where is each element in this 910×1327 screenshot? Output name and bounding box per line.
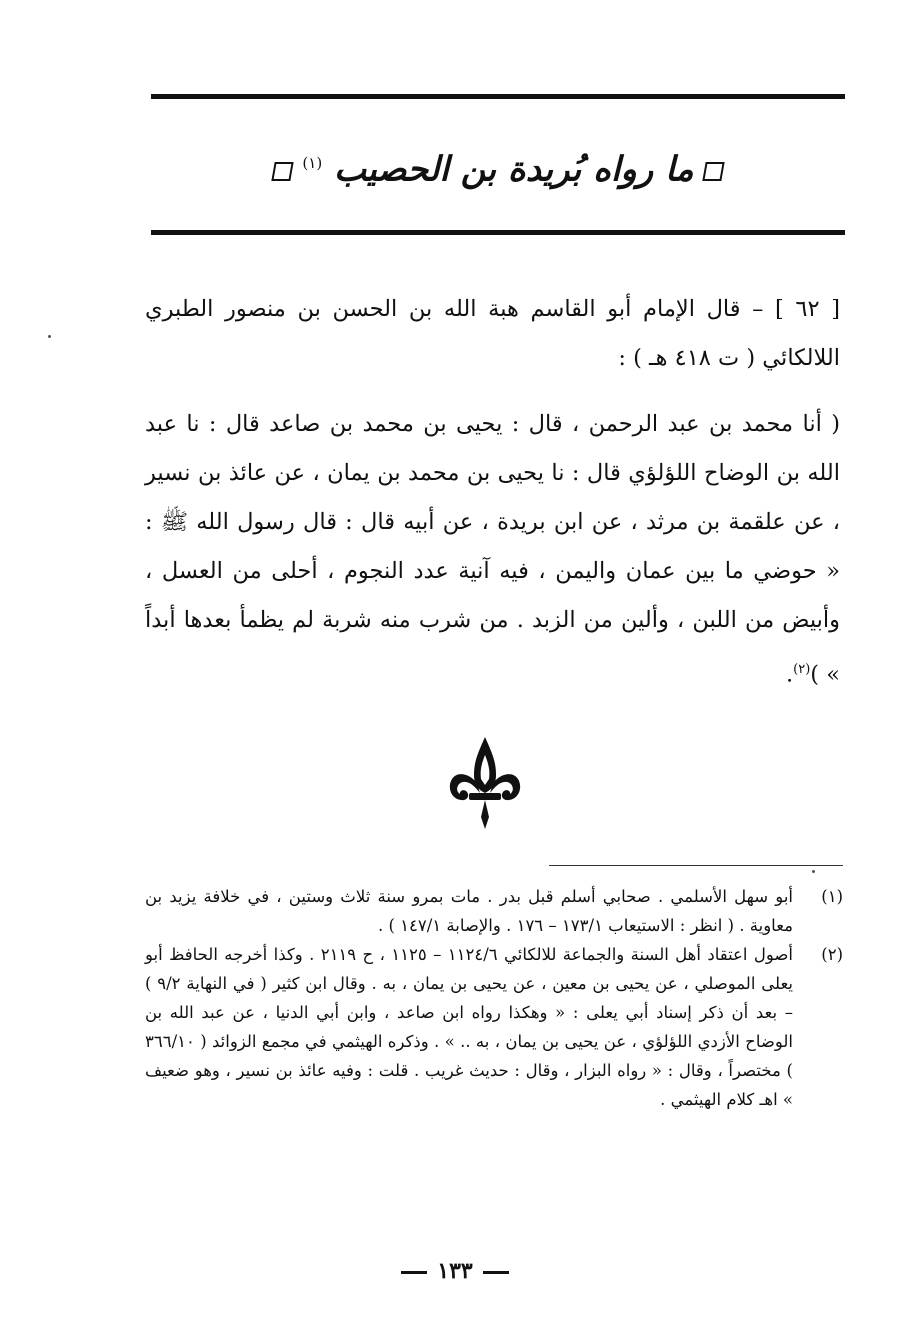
top-rule bbox=[151, 94, 845, 99]
narration-end: . bbox=[786, 661, 794, 688]
scan-speck bbox=[812, 870, 815, 873]
footnote-number: (١) bbox=[821, 887, 843, 906]
square-ornament-icon bbox=[272, 162, 294, 181]
hadith-narration bbox=[145, 400, 840, 700]
bottom-rule bbox=[151, 230, 845, 235]
scan-speck bbox=[48, 335, 51, 338]
intro-text: [ ٦٢ ] – قال الإمام أبو القاسم هبة الله بن الحسن بن منصور الطبري اللالكائي ( ت ٤١٨ هـ ) : bbox=[145, 296, 840, 371]
title-footnote-ref: (١) bbox=[302, 154, 323, 172]
narration-footnote-ref: (٢) bbox=[793, 662, 811, 677]
narration-text: ( أنا محمد بن عبد الرحمن ، قال : يحيى بن محمد بن صاعد قال : نا عبد الله بن الوضاح اللؤلؤي قال : نا يحيى بن محمد بن يمان ، عن عائذ بن نسير ، عن علقمة بن مرثد ، عن ابن بريدة ، عن أبيه قال : قال رسول الله ﷺ : « حوضي ما بين عمان واليمن ، فيه آنية عدد النجوم ، أحلى من العسل ، وأبيض من اللبن ، وألين من الزبد . من شرب منه شربة لم يظمأ بعدها أبداً » ) bbox=[145, 411, 840, 688]
fleur-de-lis-icon bbox=[447, 735, 523, 831]
section-heading bbox=[151, 138, 845, 194]
footnote bbox=[145, 882, 843, 940]
section-title: ما رواه بُريدة بن الحصيب bbox=[334, 149, 694, 190]
page-number bbox=[0, 1258, 910, 1284]
footnote-separator bbox=[549, 865, 843, 866]
footnotes bbox=[145, 882, 843, 1114]
footnote-text: أصول اعتقاد أهل السنة والجماعة للالكائي ١١٢٤/٦ – ١١٢٥ ، ح ٢١١٩ . وكذا أخرجه الحافظ أبو يعلى الموصلي ، عن يحيى بن معين ، عن يحيى بن يمان ، به . وقال ابن كثير ( في النهاية ٩/٢ ) – بعد أن ذكر إسناد أبي يعلى : « وهكذا رواه ابن صاعد ، وابن أبي الدنيا ، عن عبد الله بن الوضاح الأزدي اللؤلؤي ، عن يحيى بن يمان ، به .. » . وذكره الهيثمي في مجمع الزوائد ( ٣٦٦/١٠ ) مختصراً ، وقال : « رواه البزار ، وقال : حديث غريب . قلت : وفيه عائذ بن نسير ، وهو ضعيف » اهـ كلام الهيثمي . bbox=[145, 945, 793, 1109]
page-number-value: ١٣٣ bbox=[437, 1258, 473, 1284]
footnote-number: (٢) bbox=[821, 945, 843, 964]
footnote-text: أبو سهل الأسلمي . صحابي أسلم قبل بدر . مات بمرو سنة ثلاث وستين ، في خلافة يزيد بن معاوية . ( انظر : الاستيعاب ١٧٣/١ – ١٧٦ . والإصابة ١٤٧/١ ) . bbox=[145, 887, 793, 935]
hadith-intro bbox=[145, 285, 840, 383]
footnote bbox=[145, 940, 843, 1114]
square-ornament-icon bbox=[702, 162, 724, 181]
